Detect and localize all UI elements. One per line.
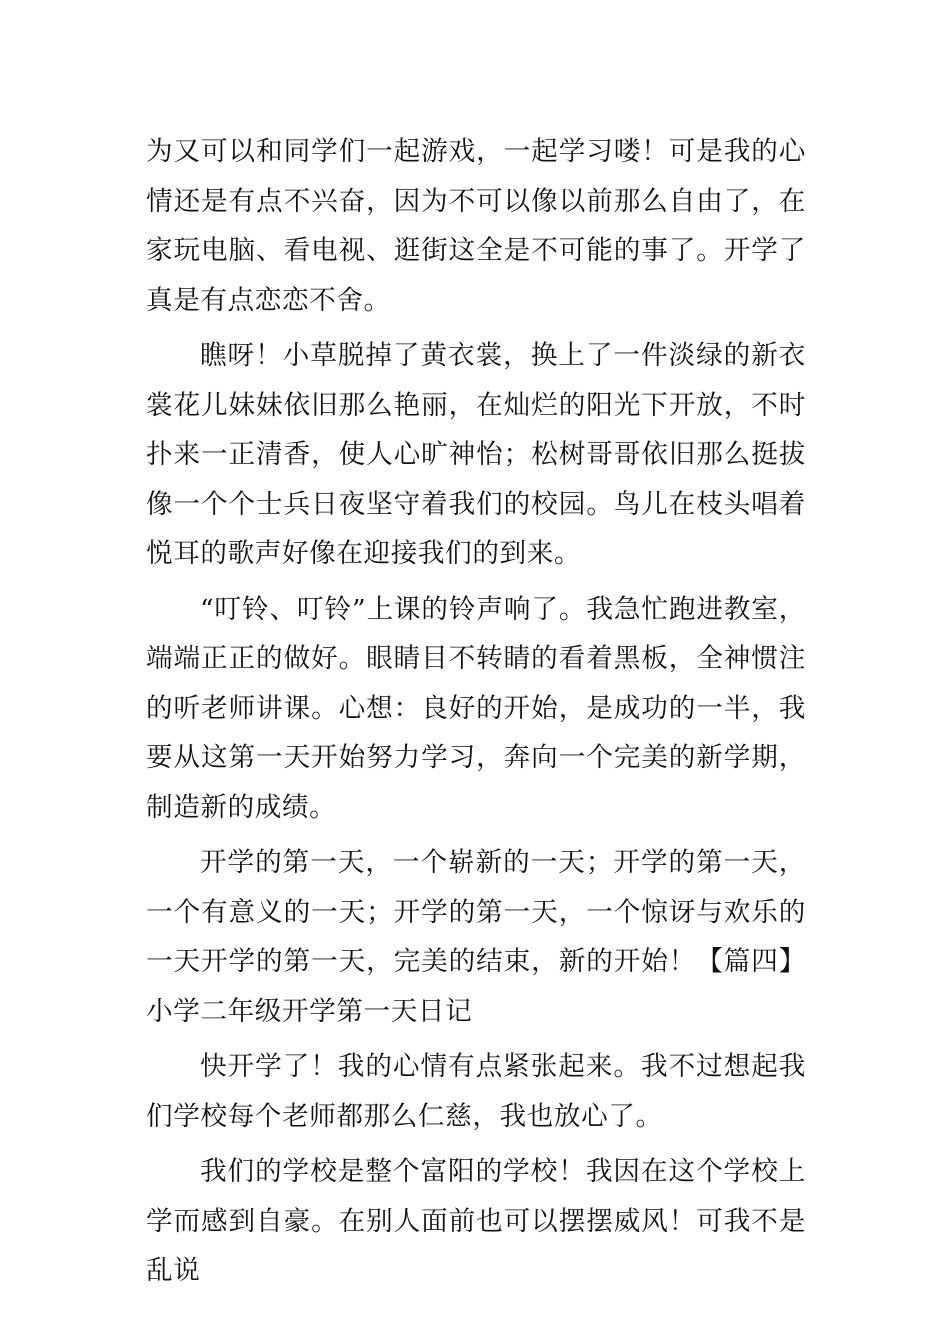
paragraph-3: “叮铃、叮铃”上课的铃声响了。我急忙跑进教室，端端正正的做好。眼睛目不转睛的看着黑板，全神惯注的听老师讲课。心想：良好的开始，是成功的一半，我要从这第一天开始努力学习，奔向一个完美的新学期，制造新的成绩。: [146, 593, 806, 823]
paragraph-2: 瞧呀！小草脱掉了黄衣裳，换上了一件淡绿的新衣裳花儿妹妹依旧那么艳丽，在灿烂的阳光下开放，不时扑来一正清香，使人心旷神怡；松树哥哥依旧那么挺拔像一个个士兵日夜坚守着我们的校园。鸟儿在枝头唱着悦耳的歌声好像在迎接我们的到来。: [146, 340, 806, 569]
paragraph-1: 为又可以和同学们一起游戏，一起学习喽！可是我的心情还是有点不兴奋，因为不可以像以前那么自由了，在家玩电脑、看电视、逛街这全是不可能的事了。开学了真是有点恋恋不舍。: [146, 136, 806, 316]
paragraph-4: 开学的第一天，一个崭新的一天；开学的第一天，一个有意义的一天；开学的第一天，一个惊讶与欢乐的一天开学的第一天，完美的结束，新的开始！【篇四】小学二年级开学第一天日记: [146, 847, 806, 1027]
paragraph-5: 快开学了！我的心情有点紧张起来。我不过想起我们学校每个老师都那么仁慈，我也放心了。: [146, 1051, 806, 1132]
document-body: [146, 127, 806, 1302]
paragraph-6: 我们的学校是整个富阳的学校！我因在这个学校上学而感到自豪。在别人面前也可以摆摆威风！可我不是乱说: [146, 1156, 806, 1286]
